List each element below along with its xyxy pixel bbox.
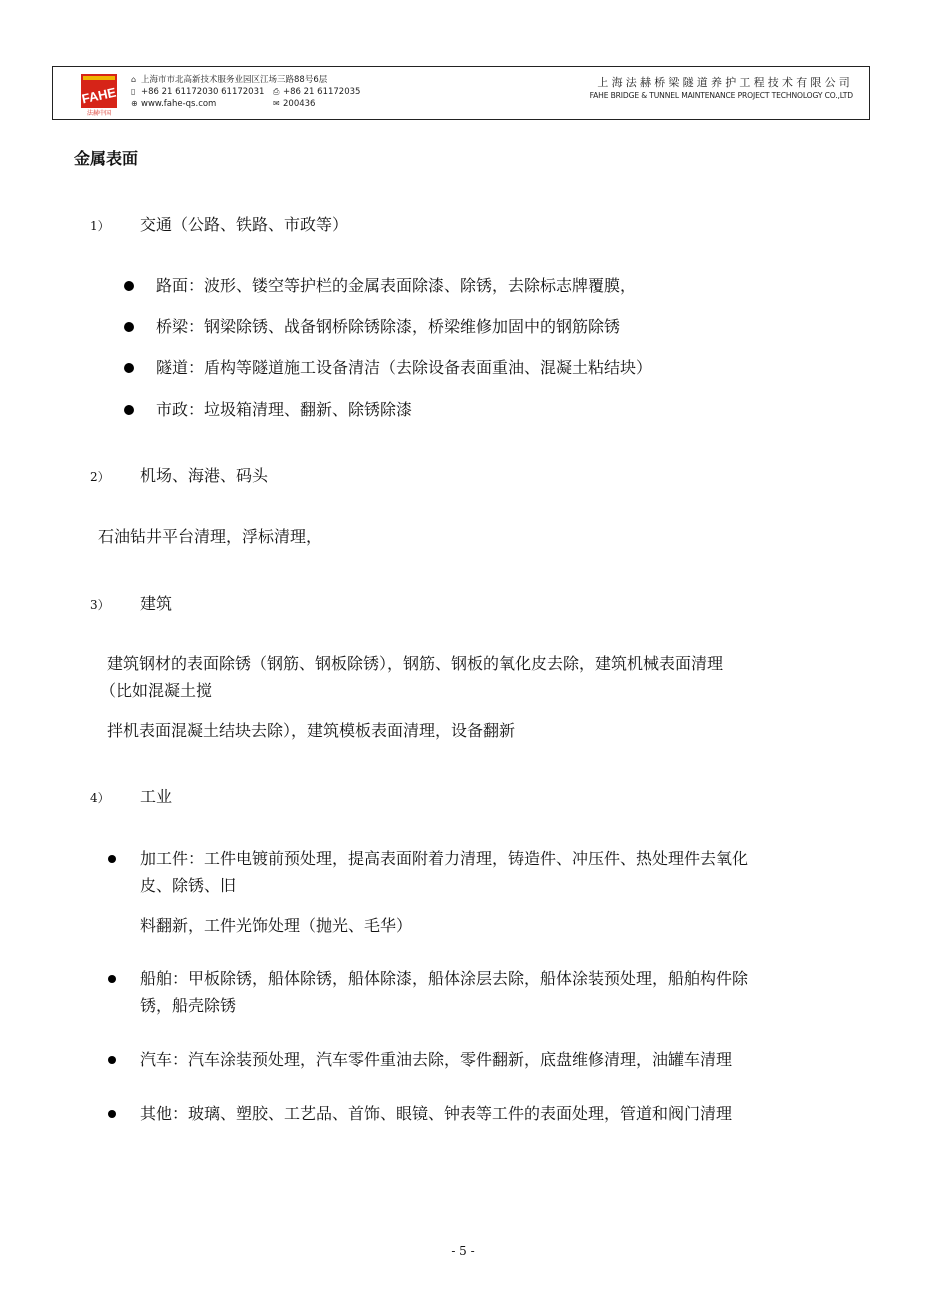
- company-logo: [79, 72, 119, 116]
- globe-icon: ⊕: [131, 99, 138, 108]
- bullet-icon: [124, 322, 134, 332]
- paragraph-line: （比如混凝土搅: [100, 681, 213, 700]
- page-title: 金属表面: [74, 149, 139, 168]
- phone: +86 21 61172030 61172031: [141, 87, 265, 97]
- paragraph-line: 拌机表面混凝土结块去除），建筑模板表面清理，设备翻新: [107, 721, 516, 740]
- svg-text:FAHE: FAHE: [80, 84, 118, 107]
- bullet-icon: [108, 1110, 116, 1118]
- section-title: 建筑: [140, 594, 173, 613]
- contact-info: [131, 74, 431, 110]
- postcode: 200436: [283, 99, 316, 109]
- section-number: 4）: [90, 791, 110, 805]
- section-number: 2）: [90, 470, 110, 484]
- bullet-icon: [124, 281, 134, 291]
- letterhead: [52, 66, 870, 120]
- section-title: 交通（公路、铁路、市政等）: [140, 215, 349, 234]
- bullet-icon: [108, 975, 116, 983]
- company-name-cn: 上海法赫桥梁隧道养护工程技术有限公司: [597, 76, 853, 89]
- bullet-icon: [124, 405, 134, 415]
- website: www.fahe-qs.com: [141, 99, 217, 109]
- phone-icon: ▯: [131, 87, 136, 96]
- company-name-en: FAHE BRIDGE & TUNNEL MAINTENANCE PROJECT TECHNOLOGY CO.,LTD: [589, 91, 853, 100]
- address: 上海市市北高新技术服务业园区江场三路88号6层: [141, 75, 328, 85]
- paragraph-line: 建筑钢材的表面除锈（钢筋、钢板除锈），钢筋、钢板的氧化皮去除，建筑机械表面清理: [107, 654, 724, 673]
- paragraph: 石油钻井平台清理，浮标清理，: [98, 527, 323, 546]
- bullet-icon: [124, 363, 134, 373]
- fax-icon: ⎙: [273, 87, 280, 96]
- fax: +86 21 61172035: [283, 87, 361, 97]
- page-number: - 5 -: [451, 1244, 475, 1258]
- bullet-icon: [108, 855, 116, 863]
- company-name: [590, 76, 853, 101]
- mail-icon: ✉: [273, 99, 280, 108]
- home-icon: ⌂: [131, 75, 137, 84]
- section-title: 机场、海港、码头: [140, 466, 269, 485]
- section-number: 1）: [90, 219, 110, 233]
- svg-text:法赫中国: 法赫中国: [86, 110, 112, 116]
- bullet-icon: [108, 1056, 116, 1064]
- section-title: 工业: [140, 787, 173, 806]
- section-number: 3）: [90, 598, 110, 612]
